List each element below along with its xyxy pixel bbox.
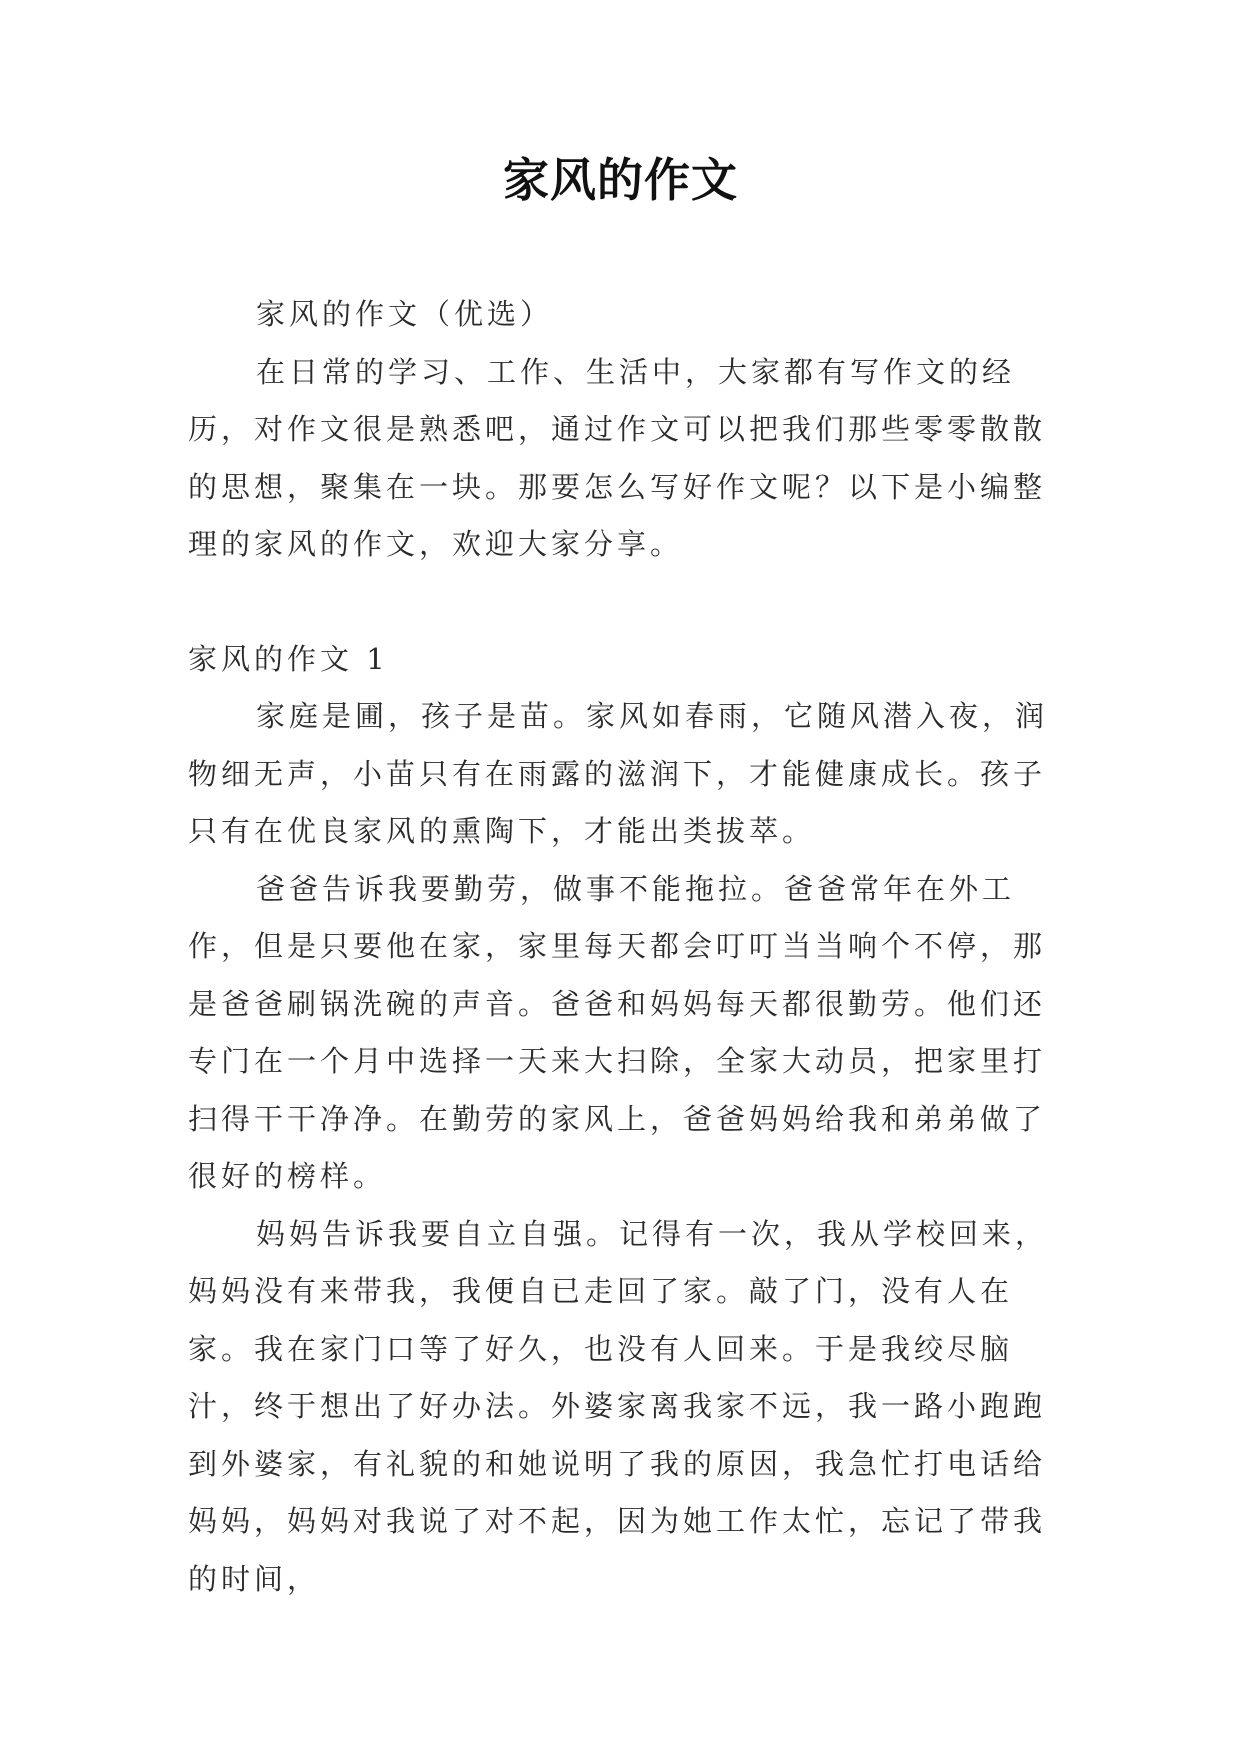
section-heading: 家风的作文 1 (188, 641, 389, 676)
intro-paragraph: 在日常的学习、工作、生活中，大家都有写作文的经历，对作文很是熟悉吧，通过作文可以把我们那些零零散散的思想，聚集在一块。那要怎么写好作文呢？以下是小编整理的家风的作文，欢迎大家分享。 (188, 354, 1047, 561)
paragraph: 爸爸告诉我要勤劳，做事不能拖拉。爸爸常年在外工作，但是只要他在家，家里每天都会叮叮当当响个不停，那是爸爸刷锅洗碗的声音。爸爸和妈妈每天都很勤劳。他们还专门在一个月中选择一天来大扫除，全家大动员，把家里打扫得干干净净。在勤劳的家风上，爸爸妈妈给我和弟弟做了很好的榜样。 (188, 871, 1047, 1193)
document-body (188, 286, 1048, 1608)
paragraph: 家庭是圃，孩子是苗。家风如春雨，它随风潜入夜，润物细无声，小苗只有在雨露的滋润下，才能健康成长。孩子只有在优良家风的熏陶下，才能出类拔萃。 (188, 699, 1049, 848)
intro-heading: 家风的作文（优选） (256, 297, 554, 331)
document-title: 家风的作文 (503, 153, 738, 207)
paragraph: 妈妈告诉我要自立自强。记得有一次，我从学校回来，妈妈没有来带我，我便自已走回了家。敲了门，没有人在家。我在家门口等了好久，也没有人回来。于是我绞尽脑汁，终于想出了好办法。外婆家离我家不远，我一路小跑跑到外婆家，有礼貌的和她说明了我的原因，我急忙打电话给妈妈，妈妈对我说了对不起，因为她工作太忙，忘记了带我的时间， (188, 1216, 1049, 1596)
